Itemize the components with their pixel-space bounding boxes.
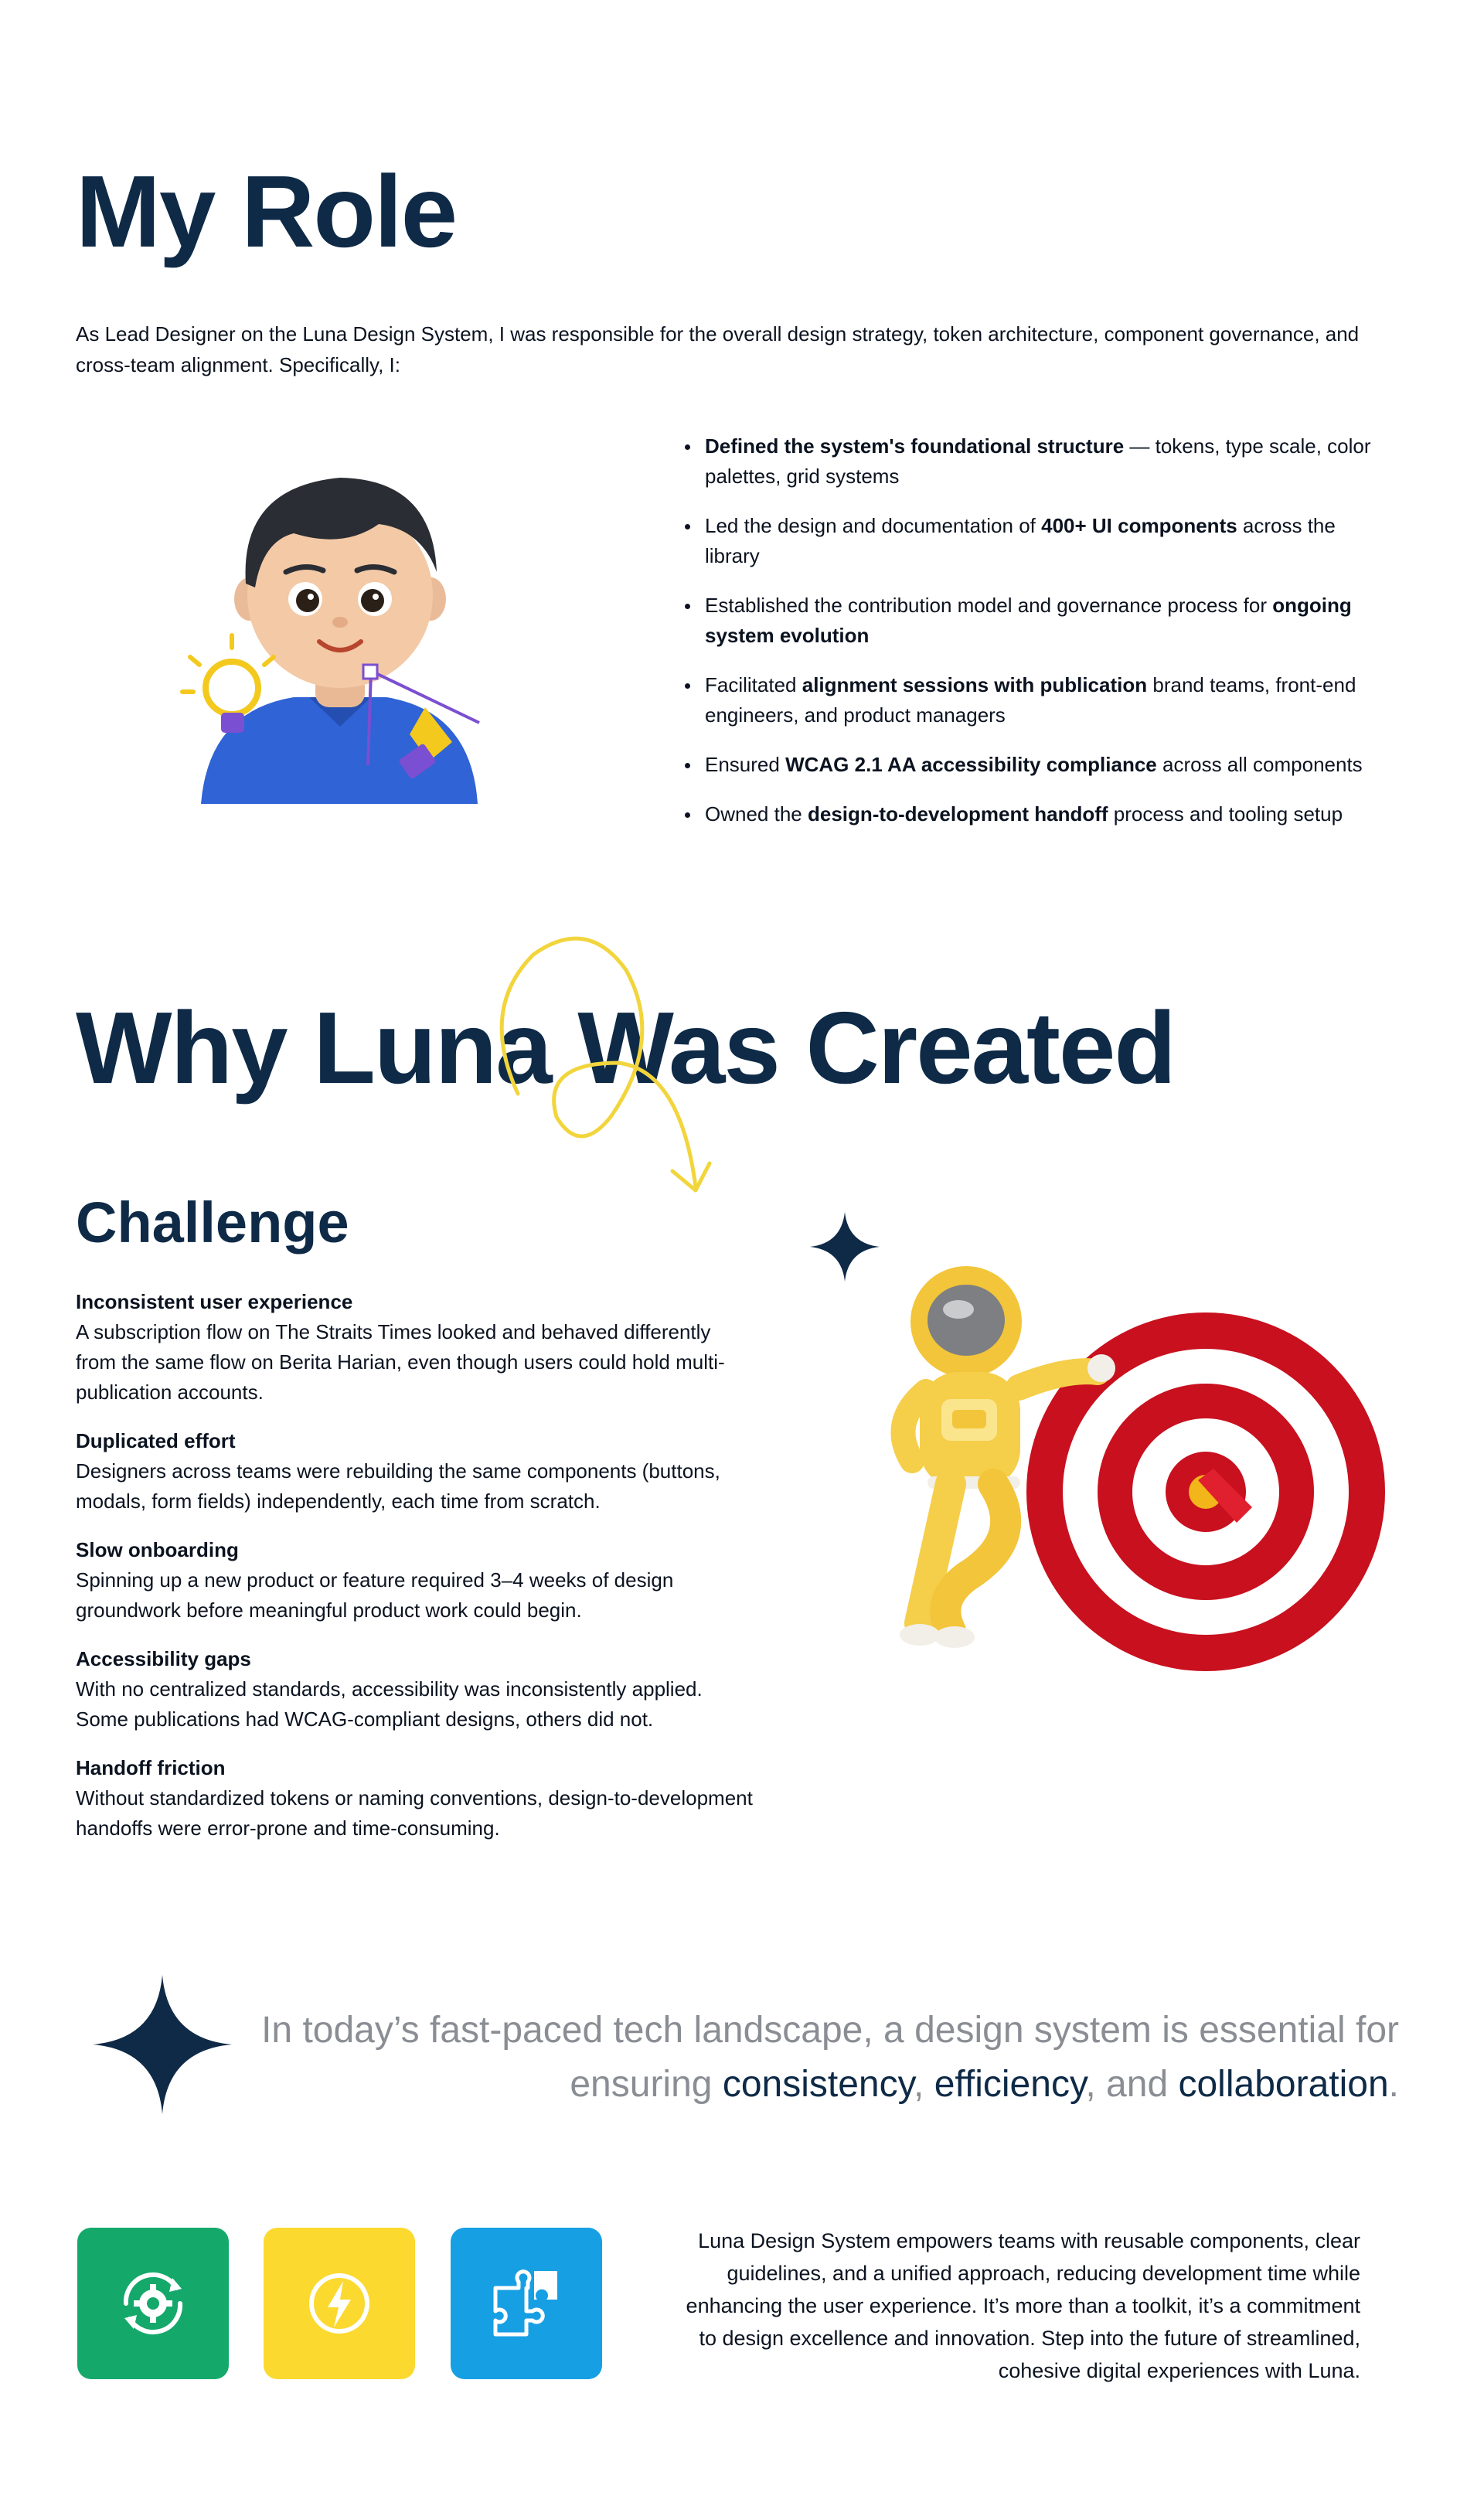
- list-item: Led the design and documentation of 400+ UI components across the library: [680, 511, 1376, 571]
- squiggle-arrow-icon: [464, 924, 742, 1202]
- astronaut-target-illustration: [835, 1214, 1391, 1677]
- challenge-item: [76, 1287, 756, 1408]
- challenge-item: [76, 1426, 756, 1517]
- list-item: Ensured WCAG 2.1 AA accessibility compliance across all components: [680, 750, 1376, 780]
- challenge-item: [76, 1753, 756, 1844]
- challenge-item: [76, 1535, 756, 1626]
- lightning-icon: [297, 2261, 382, 2346]
- challenge-body: With no centralized standards, accessibility was inconsistently applied. Some publications had WCAG-compliant designs, others did not.: [76, 1677, 703, 1731]
- challenge-heading: Handoff friction: [76, 1756, 226, 1779]
- collaboration-tile: [451, 2228, 602, 2379]
- my-role-title: My Role: [76, 155, 457, 268]
- challenge-title: Challenge: [76, 1190, 349, 1255]
- efficiency-tile: [264, 2228, 415, 2379]
- puzzle-icon: [480, 2257, 573, 2350]
- challenge-heading: Duplicated effort: [76, 1429, 236, 1452]
- designer-avatar-illustration: [178, 456, 502, 812]
- why-luna-title: Why Luna Was Created: [76, 991, 1175, 1105]
- closing-paragraph: Luna Design System empowers teams with reusable components, clear guidelines, and a unified approach, reducing development time while enhancing the user experience. It’s more than a toolkit, it’s a commitment to design excellence and innovation. Step into the future of streamlined, cohesive digital experiences with Luna.: [686, 2229, 1360, 2382]
- consistency-tile: [77, 2228, 229, 2379]
- list-item: Facilitated alignment sessions with publication brand teams, front-end engineers, and product managers: [680, 670, 1376, 730]
- challenge-heading: Accessibility gaps: [76, 1647, 251, 1670]
- list-item: Defined the system's foundational structure — tokens, type scale, color palettes, grid systems: [680, 431, 1376, 492]
- my-role-intro: As Lead Designer on the Luna Design System, I was responsible for the overall design strategy, token architecture, component governance, and cross-team alignment. Specifically, I:: [76, 322, 1360, 376]
- challenge-body: A subscription flow on The Straits Times looked and behaved differently from the same flow on Berita Harian, even though users could hold multi-publication accounts.: [76, 1320, 725, 1404]
- list-item: Established the contribution model and governance process for ongoing system evolution: [680, 591, 1376, 651]
- challenge-body: Spinning up a new product or feature required 3–4 weeks of design groundwork before meaningful product work could begin.: [76, 1568, 674, 1622]
- list-item: Owned the design-to-development handoff process and tooling setup: [680, 799, 1376, 829]
- challenge-item: [76, 1644, 756, 1735]
- challenge-heading: Inconsistent user experience: [76, 1290, 353, 1313]
- design-system-quote: In today’s fast-paced tech landscape, a design system is essential for ensuring consistency, efficiency, and collaboration.: [261, 2010, 1399, 2105]
- challenge-body: Without standardized tokens or naming conventions, design-to-development handoffs were error-prone and time-consuming.: [76, 1786, 753, 1840]
- my-role-responsibilities: [680, 431, 1376, 849]
- challenge-heading: Slow onboarding: [76, 1538, 239, 1561]
- challenge-body: Designers across teams were rebuilding the same components (buttons, modals, form fields) independently, each time from scratch.: [76, 1459, 720, 1513]
- challenge-list: [76, 1287, 756, 1862]
- gear-cycle-icon: [111, 2261, 196, 2346]
- sparkle-icon: [93, 1975, 232, 2114]
